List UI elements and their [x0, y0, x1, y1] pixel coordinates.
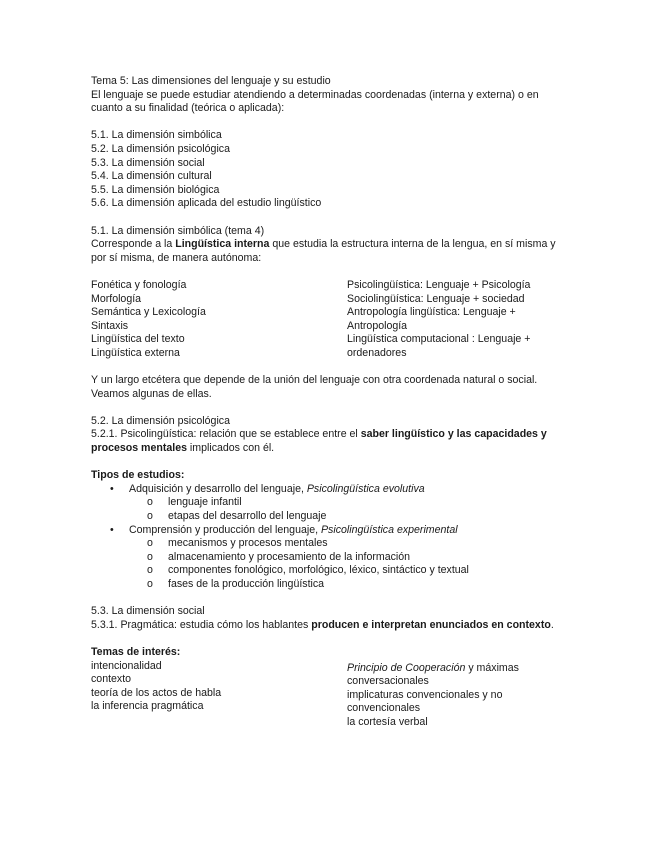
section-heading: 5.3. La dimensión social	[91, 605, 205, 618]
text-run: fases de la producción lingüística	[168, 577, 325, 590]
italic-term: Psicolingüística evolutiva	[306, 482, 425, 495]
list-item: Fonética y fonología	[91, 278, 187, 291]
sub-list-item	[129, 496, 561, 510]
spacer	[91, 401, 561, 415]
document-page	[91, 75, 561, 730]
toc-item: 5.4. La dimensión cultural	[91, 170, 212, 183]
section-paragraph	[91, 428, 561, 455]
sub-list-item	[129, 578, 561, 592]
section-paragraph: Y un largo etcétera que depende de la unión del lenguaje con otra coordenada natural o social. Veamos algunas de ellas.	[91, 374, 538, 400]
section-heading: 5.1. La dimensión simbólica (tema 4)	[91, 224, 265, 237]
circle-bullet-icon: o	[147, 577, 153, 590]
circle-bullet-icon: o	[147, 496, 153, 509]
list-item: Morfología	[91, 292, 142, 305]
toc-item: 5.3. La dimensión social	[91, 156, 205, 169]
text-run: Corresponde a la	[91, 238, 176, 251]
intro-paragraph: El lenguaje se puede estudiar atendiendo a determinadas coordenadas (interna y externa) o en cuanto a su finalidad (teórica o aplicada):	[91, 88, 539, 115]
section-5-2	[91, 415, 561, 592]
text-run: mecanismos y procesos mentales	[168, 537, 328, 550]
list-item: Lingüística del texto	[91, 333, 185, 346]
bold-term: Lingüística interna	[175, 238, 270, 251]
text-run: lenguaje infantil	[168, 496, 242, 509]
subheading: Tipos de estudios:	[91, 469, 185, 482]
bullet-list	[91, 483, 561, 592]
toc-item: 5.1. La dimensión simbólica	[91, 129, 222, 142]
two-column-list	[91, 660, 561, 730]
bold-term: saber lingüístico y las capacidades y procesos mentales	[91, 428, 547, 455]
spacer	[91, 116, 561, 130]
spacer	[91, 265, 561, 279]
text-run: almacenamiento y procesamiento de la información	[168, 550, 411, 563]
two-column-list	[91, 279, 561, 361]
left-column	[91, 660, 347, 730]
list-item	[91, 483, 561, 524]
left-column	[91, 279, 347, 361]
list-item: Antropología lingüística: Lenguaje + Antropología	[347, 306, 516, 332]
spacer	[91, 592, 561, 606]
toc-item: 5.5. La dimensión biológica	[91, 183, 220, 196]
table-of-contents	[91, 129, 561, 211]
bullet-icon: •	[110, 523, 114, 536]
spacer	[91, 360, 561, 374]
sub-list-item	[129, 537, 561, 551]
section-5-1	[91, 225, 561, 402]
list-item: contexto	[91, 673, 132, 686]
list-item	[347, 662, 552, 689]
circle-bullet-icon: o	[147, 564, 153, 577]
subheading: Temas de interés:	[91, 645, 181, 658]
list-item: teoría de los actos de habla	[91, 686, 222, 699]
spacer	[91, 211, 561, 225]
spacer	[91, 632, 561, 646]
sub-list	[129, 496, 561, 523]
section-paragraph	[91, 238, 561, 265]
list-item: Sintaxis	[91, 319, 129, 332]
list-item	[91, 524, 561, 592]
text-run: componentes fonológico, morfológico, léxico, sintáctico y textual	[168, 564, 469, 577]
circle-bullet-icon: o	[147, 510, 153, 522]
bullet-icon: •	[110, 482, 114, 495]
text-run: 5.3.1. Pragmática: estudia cómo los hablantes	[91, 618, 312, 631]
circle-bullet-icon: o	[147, 550, 153, 563]
sub-list	[129, 537, 561, 591]
right-column	[347, 662, 552, 730]
list-item: Lingüística externa	[91, 346, 180, 359]
section-paragraph	[91, 619, 561, 633]
text-run: Comprensión y producción del lenguaje,	[129, 523, 321, 536]
italic-term: Principio de Cooperación	[347, 661, 466, 674]
toc-item: 5.2. La dimensión psicológica	[91, 142, 230, 155]
sub-list-item	[129, 551, 561, 565]
list-item: implicaturas convencionales y no convencionales	[347, 688, 503, 715]
list-item: Sociolingüística: Lenguaje + sociedad	[347, 292, 525, 305]
list-item: intencionalidad	[91, 659, 162, 672]
text-run: implicados con él.	[186, 442, 275, 455]
text-run: y máximas conversacionales	[347, 661, 519, 688]
list-item: Semántica y Lexicología	[91, 306, 206, 319]
section-5-3	[91, 605, 561, 729]
text-run: etapas del desarrollo del lenguaje	[168, 510, 327, 522]
section-heading: 5.2. La dimensión psicológica	[91, 414, 230, 427]
text-run: Adquisición y desarrollo del lenguaje,	[129, 482, 307, 495]
text-run: .	[550, 618, 554, 631]
spacer	[91, 456, 561, 470]
sub-list-item	[129, 510, 561, 524]
sub-list-item	[129, 564, 561, 578]
list-item: la cortesía verbal	[347, 715, 428, 728]
toc-item: 5.6. La dimensión aplicada del estudio lingüístico	[91, 197, 322, 210]
bold-term: producen e interpretan enunciados en contexto	[311, 618, 551, 631]
document-title: Tema 5: Las dimensiones del lenguaje y su estudio	[91, 75, 331, 87]
circle-bullet-icon: o	[147, 537, 153, 550]
list-item: la inferencia pragmática	[91, 700, 204, 713]
list-item: Psicolingüística: Lenguaje + Psicología	[347, 278, 531, 291]
italic-term: Psicolingüística experimental	[320, 523, 458, 536]
right-column	[347, 279, 552, 361]
text-run: que estudia la estructura interna de la lengua, en sí misma y por sí misma, de manera autónoma:	[91, 238, 556, 264]
text-run: 5.2.1. Psicolingüística: relación que se establece entre el	[91, 428, 361, 441]
list-item: Lingüística computacional : Lenguaje + ordenadores	[347, 333, 531, 359]
